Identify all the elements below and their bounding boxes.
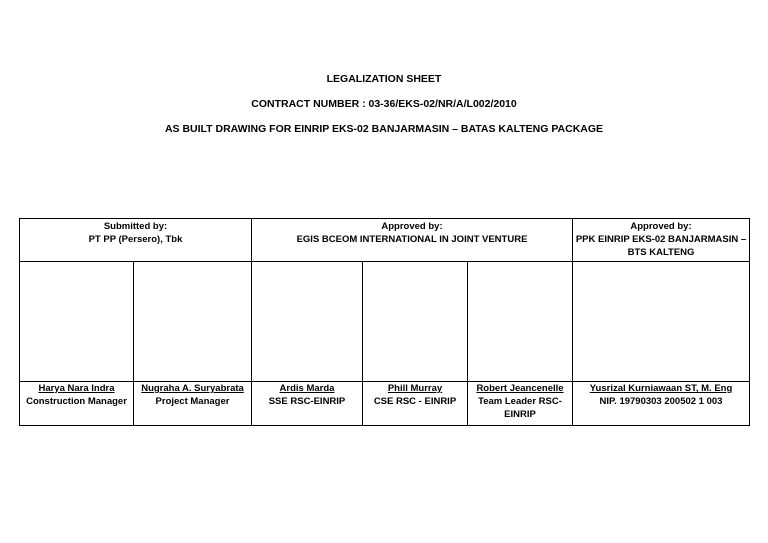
- approved-by-org: EGIS BCEOM INTERNATIONAL IN JOINT VENTURE: [296, 234, 528, 245]
- submitted-by-cell: [20, 219, 252, 262]
- submitted-by-label: Submitted by:: [103, 221, 168, 232]
- signature-table: [19, 218, 750, 426]
- signatory-title: Project Manager: [155, 396, 230, 407]
- signatory-name: Ardis Marda: [279, 383, 335, 394]
- signatory-name: Phill Murray: [387, 383, 443, 394]
- signatory-title: Construction Manager: [26, 396, 127, 407]
- signatory-name: Harya Nara Indra: [38, 383, 115, 394]
- contract-number: CONTRACT NUMBER : 03-36/EKS-02/NR/A/L002/2010: [251, 98, 517, 110]
- signatory-cell: [20, 382, 134, 426]
- signature-box: [363, 262, 468, 382]
- approved-by-ppk-cell: [573, 219, 750, 262]
- signatory-title: NIP. 19790303 200502 1 003: [599, 396, 723, 407]
- approved-by-consultant-cell: [252, 219, 573, 262]
- signature-row: [20, 262, 750, 382]
- signatory-title: CSE RSC - EINRIP: [373, 396, 457, 407]
- approved-by-label: Approved by:: [630, 221, 692, 232]
- signatory-cell: [363, 382, 468, 426]
- signatory-name: Robert Jeancenelle: [476, 383, 564, 394]
- signatory-name: Yusrizal Kurniawaan ST, M. Eng: [589, 383, 733, 394]
- signatory-cell: [252, 382, 363, 426]
- submitted-by-org: PT PP (Persero), Tbk: [88, 234, 183, 245]
- signatory-cell: [134, 382, 252, 426]
- signature-box: [134, 262, 252, 382]
- signature-box: [573, 262, 750, 382]
- signatory-name: Nugraha A. Suryabrata: [141, 383, 244, 394]
- signature-box: [252, 262, 363, 382]
- sheet-title: LEGALIZATION SHEET: [326, 73, 442, 85]
- signatory-title: SSE RSC-EINRIP: [268, 396, 346, 407]
- approved-by-org: PPK EINRIP EKS-02 BANJARMASIN – BTS KALTENG: [575, 234, 747, 258]
- table-header-row: [20, 219, 750, 262]
- approved-by-label: Approved by:: [381, 221, 443, 232]
- signatory-cell: [573, 382, 750, 426]
- signatory-row: [20, 382, 750, 426]
- signatory-title: Team Leader RSC-EINRIP: [478, 396, 562, 420]
- package-title: AS BUILT DRAWING FOR EINRIP EKS-02 BANJARMASIN – BATAS KALTENG PACKAGE: [164, 123, 604, 135]
- signatory-cell: [468, 382, 573, 426]
- signature-box: [20, 262, 134, 382]
- signature-box: [468, 262, 573, 382]
